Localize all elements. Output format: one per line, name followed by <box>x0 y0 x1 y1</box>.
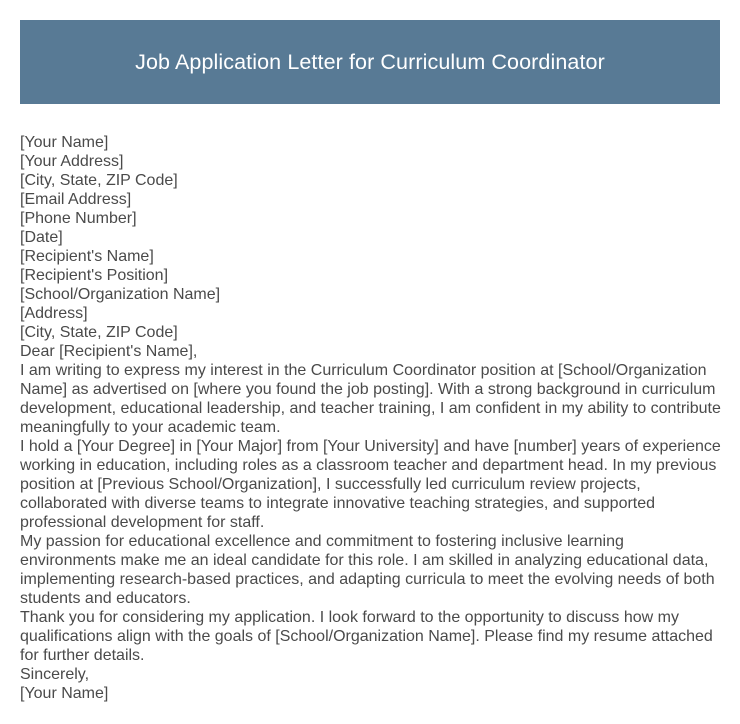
signature: [Your Name] <box>20 685 109 702</box>
letter-date: [Date] <box>20 229 63 246</box>
recipient-block <box>20 247 724 342</box>
sender-city-state-zip: [City, State, ZIP Code] <box>20 172 178 189</box>
paragraph-interest: I am writing to express my interest in the Curriculum Coordinator position at [School/Organization Name] as advertised on [where you found the job posting]. With a strong background in curriculum development, educational leadership, and teacher training, I am confident in my ability to contribute meaningfully to your academic team. <box>20 362 721 436</box>
recipient-name: [Recipient's Name] <box>20 248 154 265</box>
recipient-city-state-zip: [City, State, ZIP Code] <box>20 324 178 341</box>
recipient-address: [Address] <box>20 305 88 322</box>
document-title: Job Application Letter for Curriculum Coordinator <box>135 49 605 74</box>
sender-block <box>20 133 724 247</box>
sender-name: [Your Name] <box>20 134 109 151</box>
recipient-position: [Recipient's Position] <box>20 267 169 284</box>
paragraph-experience: I hold a [Your Degree] in [Your Major] from [Your University] and have [number] years of experience working in education, including roles as a classroom teacher and department head. In my previous position at [Previous School/Organization], I successfully led curriculum review projects, collaborated with diverse teams to integrate innovative teaching strategies, and supported professional development for staff. <box>20 438 721 531</box>
sender-email: [Email Address] <box>20 191 132 208</box>
sender-address: [Your Address] <box>20 153 124 170</box>
letter-body <box>20 133 724 703</box>
recipient-organization: [School/Organization Name] <box>20 286 221 303</box>
paragraph-passion: My passion for educational excellence and commitment to fostering inclusive learning environments make me an ideal candidate for this role. I am skilled in analyzing educational data, implementing research-based practices, and adapting curricula to meet the evolving needs of both students and educators. <box>20 533 715 607</box>
closing: Sincerely, <box>20 666 90 683</box>
sender-phone: [Phone Number] <box>20 210 137 227</box>
salutation: Dear [Recipient's Name], <box>20 343 198 360</box>
paragraph-thanks: Thank you for considering my application. I look forward to the opportunity to discuss how my qualifications align with the goals of [School/Organization Name]. Please find my resume attached for further details. <box>20 609 713 664</box>
title-banner <box>20 20 720 104</box>
